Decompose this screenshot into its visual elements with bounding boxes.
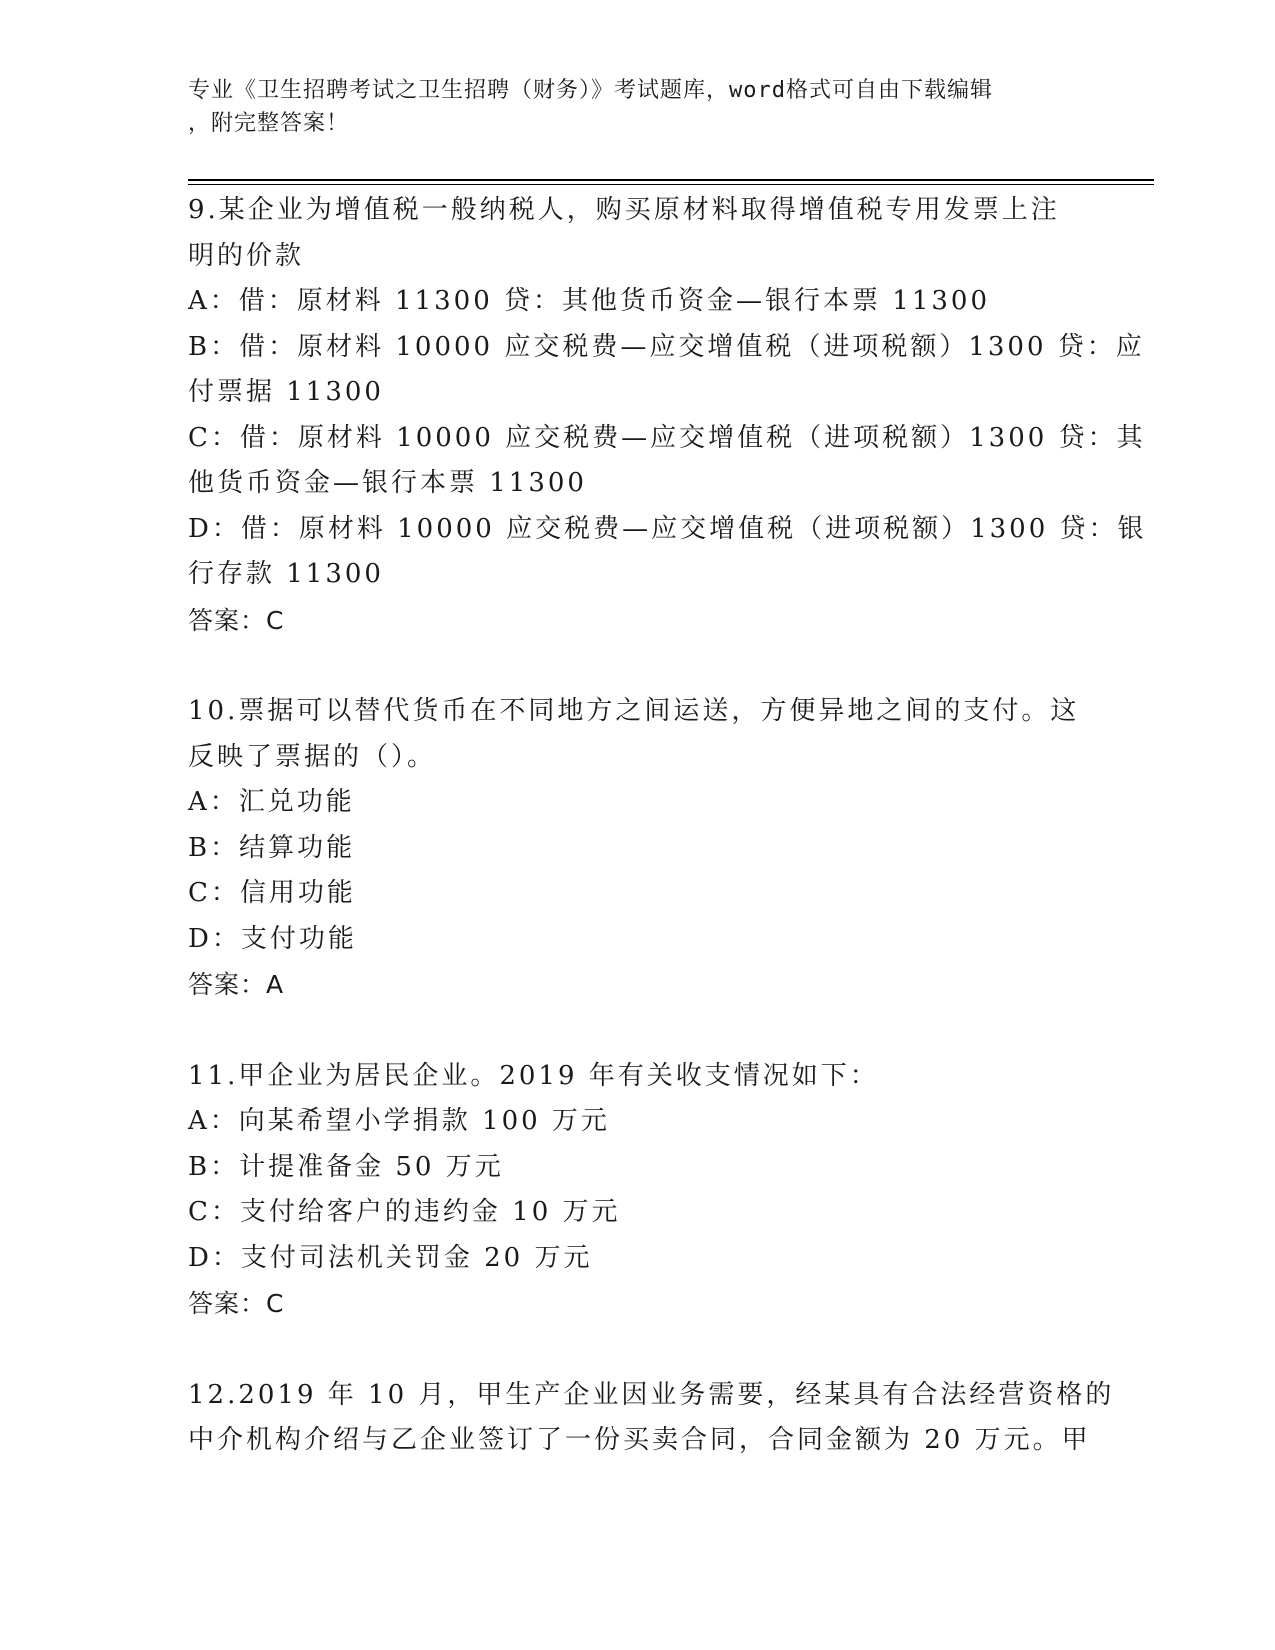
- answer-line: 答案：A: [188, 970, 285, 999]
- question-stem-line: 中介机构介绍与乙企业签订了一份买卖合同，合同金额为 20 万元。甲: [188, 1425, 1091, 1455]
- option-b: B：计提准备金 50 万元: [188, 1151, 504, 1182]
- option-c: C：信用功能: [188, 878, 356, 908]
- option-d: D：借：原材料 10000 应交税费—应交增值税（进项税额）1300 贷：银: [188, 513, 1147, 544]
- header-rule-bottom: [188, 184, 1154, 185]
- header-line-1: 专业《卫生招聘考试之卫生招聘（财务）》考试题库，word格式可自由下载编辑: [188, 78, 993, 103]
- option-d: D：支付司法机关罚金 20 万元: [188, 1242, 593, 1273]
- option-d-continued: 行存款 11300: [188, 559, 384, 589]
- question-spacer: [188, 1008, 1088, 1054]
- question-stem-line: 11.甲企业为居民企业。2019 年有关收支情况如下：: [188, 1060, 879, 1091]
- question-12: [188, 1373, 1115, 1464]
- question-stem-line: 9.某企业为增值税一般纳税人，购买原材料取得增值税专用发票上注: [188, 195, 1060, 225]
- question-list: [188, 188, 1147, 1464]
- option-c: C：支付给客户的违约金 10 万元: [188, 1197, 621, 1227]
- question-stem-line: 明的价款: [188, 240, 305, 271]
- option-c-continued: 他货币资金—银行本票 11300: [188, 468, 587, 498]
- option-a: A：汇兑功能: [188, 787, 355, 817]
- option-b-continued: 付票据 11300: [188, 377, 384, 407]
- question-spacer: [188, 1327, 1088, 1373]
- option-c: C：借：原材料 10000 应交税费—应交增值税（进项税额）1300 贷：其: [188, 422, 1146, 453]
- question-stem-line: 10.票据可以替代货币在不同地方之间运送，方便异地之间的支付。这: [188, 696, 1080, 726]
- question-9: [188, 188, 1147, 643]
- option-b: B：借：原材料 10000 应交税费—应交增值税（进项税额）1300 贷：应: [188, 331, 1145, 362]
- option-d: D：支付功能: [188, 923, 357, 954]
- option-b: B：结算功能: [188, 832, 356, 863]
- question-stem-line: 12.2019 年 10 月，甲生产企业因业务需要，经某具有合法经营资格的: [188, 1379, 1115, 1410]
- question-spacer: [188, 643, 1088, 689]
- answer-line: 答案：C: [188, 605, 285, 635]
- header-rule-top: [188, 179, 1154, 181]
- option-a: A：向某希望小学捐款 100 万元: [188, 1106, 610, 1136]
- question-11: [188, 1054, 1088, 1327]
- answer-line: 答案：C: [188, 1289, 285, 1318]
- question-10: [188, 689, 1088, 1008]
- option-a: A：借：原材料 11300 贷：其他货币资金—银行本票 11300: [188, 286, 990, 316]
- header-line-2: ，附完整答案！: [188, 111, 350, 136]
- question-stem-line: 反映了票据的（）。: [188, 741, 437, 772]
- document-header: [188, 74, 1068, 140]
